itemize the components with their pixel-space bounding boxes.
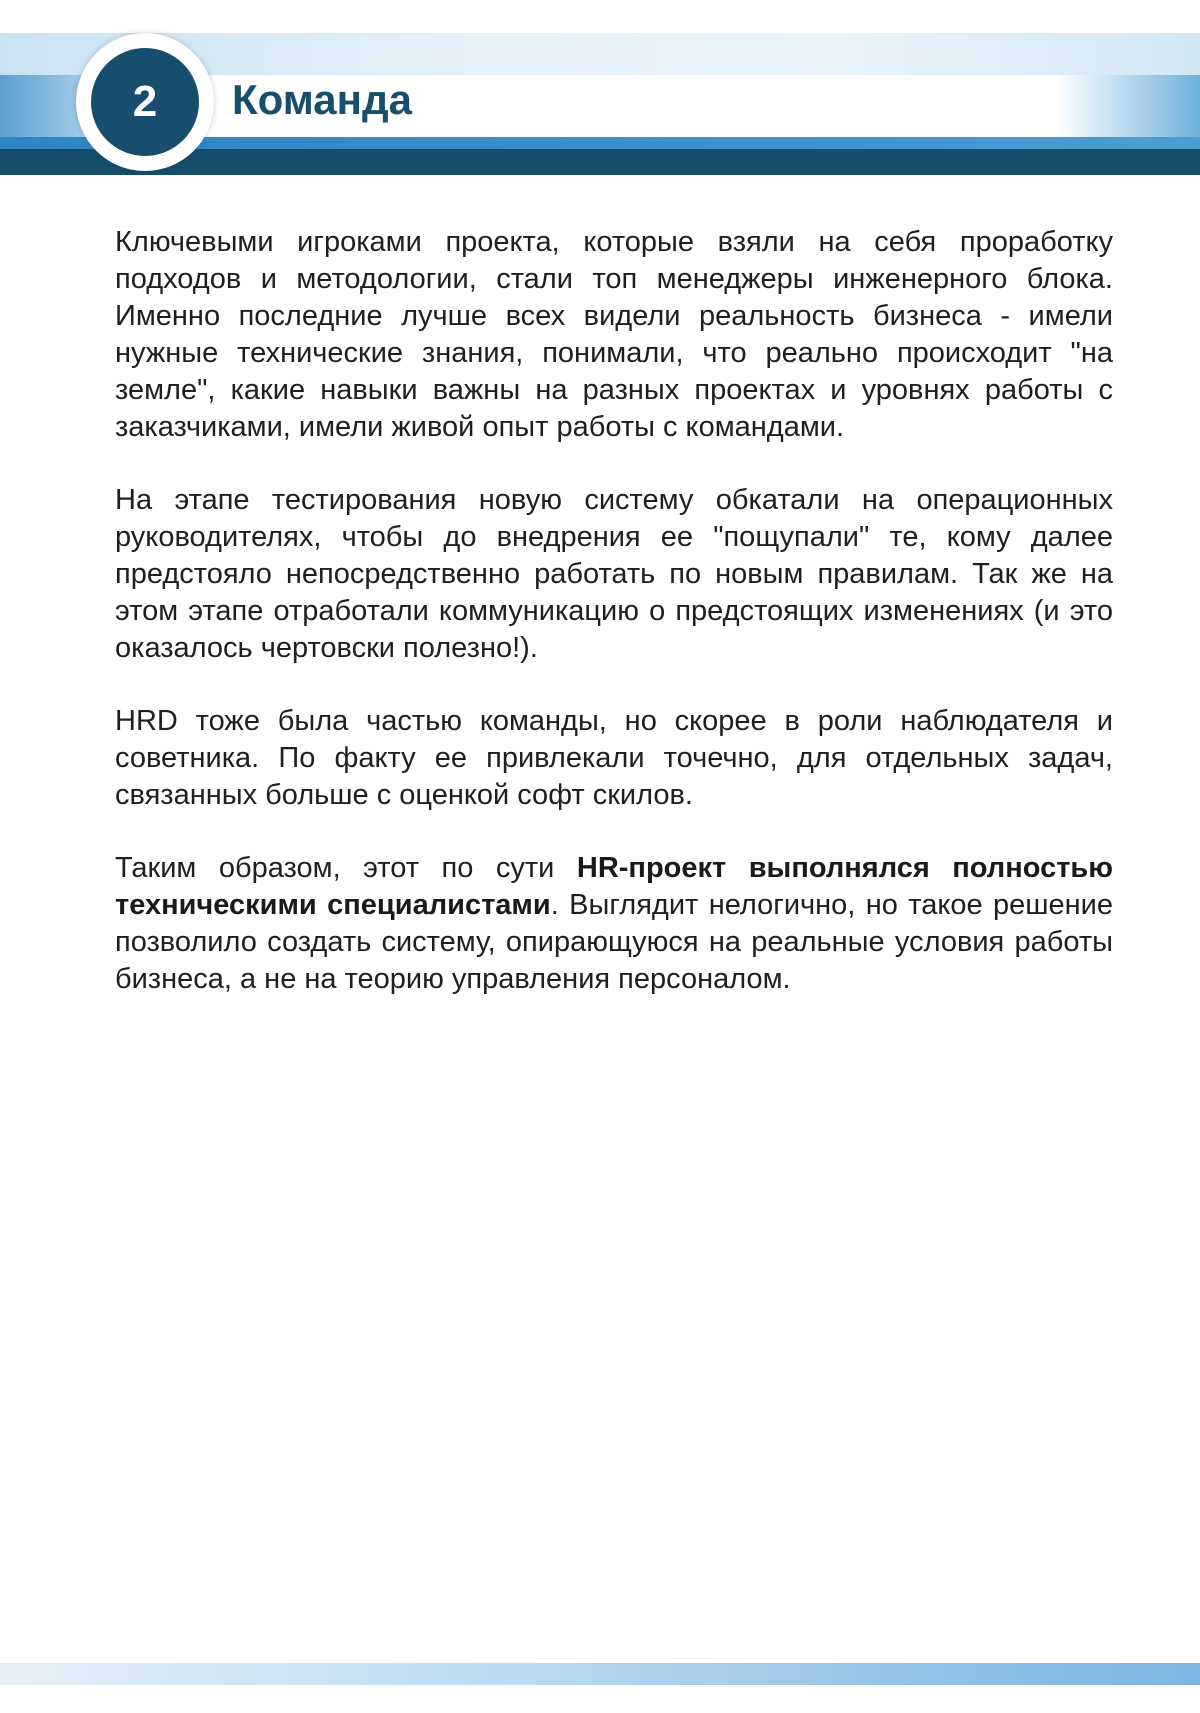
paragraph-hrd-role: HRD тоже была частью команды, но скорее в роли наблюдателя и советника. По факту ее привлекали точечно, для отдельных задач, связанных больше с оценкой софт скилов. <box>115 705 1113 811</box>
body-text <box>115 224 1113 1034</box>
section-title: Команда <box>232 76 412 123</box>
paragraph-key-players: Ключевыми игроками проекта, которые взяли на себя проработку подходов и методологии, стали топ менеджеры инженерного блока. Именно последние лучше всех видели реальность бизнеса - имели нужные технические знания, понимали, что реально происходит "на земле", какие навыки важны на разных проектах и уровнях работы с заказчиками, имели живой опыт работы с командами. <box>115 226 1113 443</box>
section-number-badge: 2 <box>91 48 199 156</box>
footer-stripe <box>0 1663 1200 1685</box>
conclusion-emphasis: HR-проект выполнялся полностью техническими специалистами <box>115 852 1113 921</box>
section-header-banner <box>0 33 1200 175</box>
paragraph-testing-stage: На этапе тестирования новую систему обкатали на операционных руководителях, чтобы до внедрения ее "пощупали" те, кому далее предстояло непосредственно работать по новым правилам. Так же на этом этапе отработали коммуникацию о предстоящих изменениях (и это оказалось чертовски полезно!). <box>115 484 1113 664</box>
paragraph-conclusion <box>115 850 1113 998</box>
conclusion-text-end: . Выглядит нелогично, но такое решение позволило создать систему, опирающуюся на реальные условия работы бизнеса, а не на теорию управления персоналом. <box>115 889 1114 995</box>
conclusion-text-start: Таким образом, этот по сути <box>115 852 577 884</box>
